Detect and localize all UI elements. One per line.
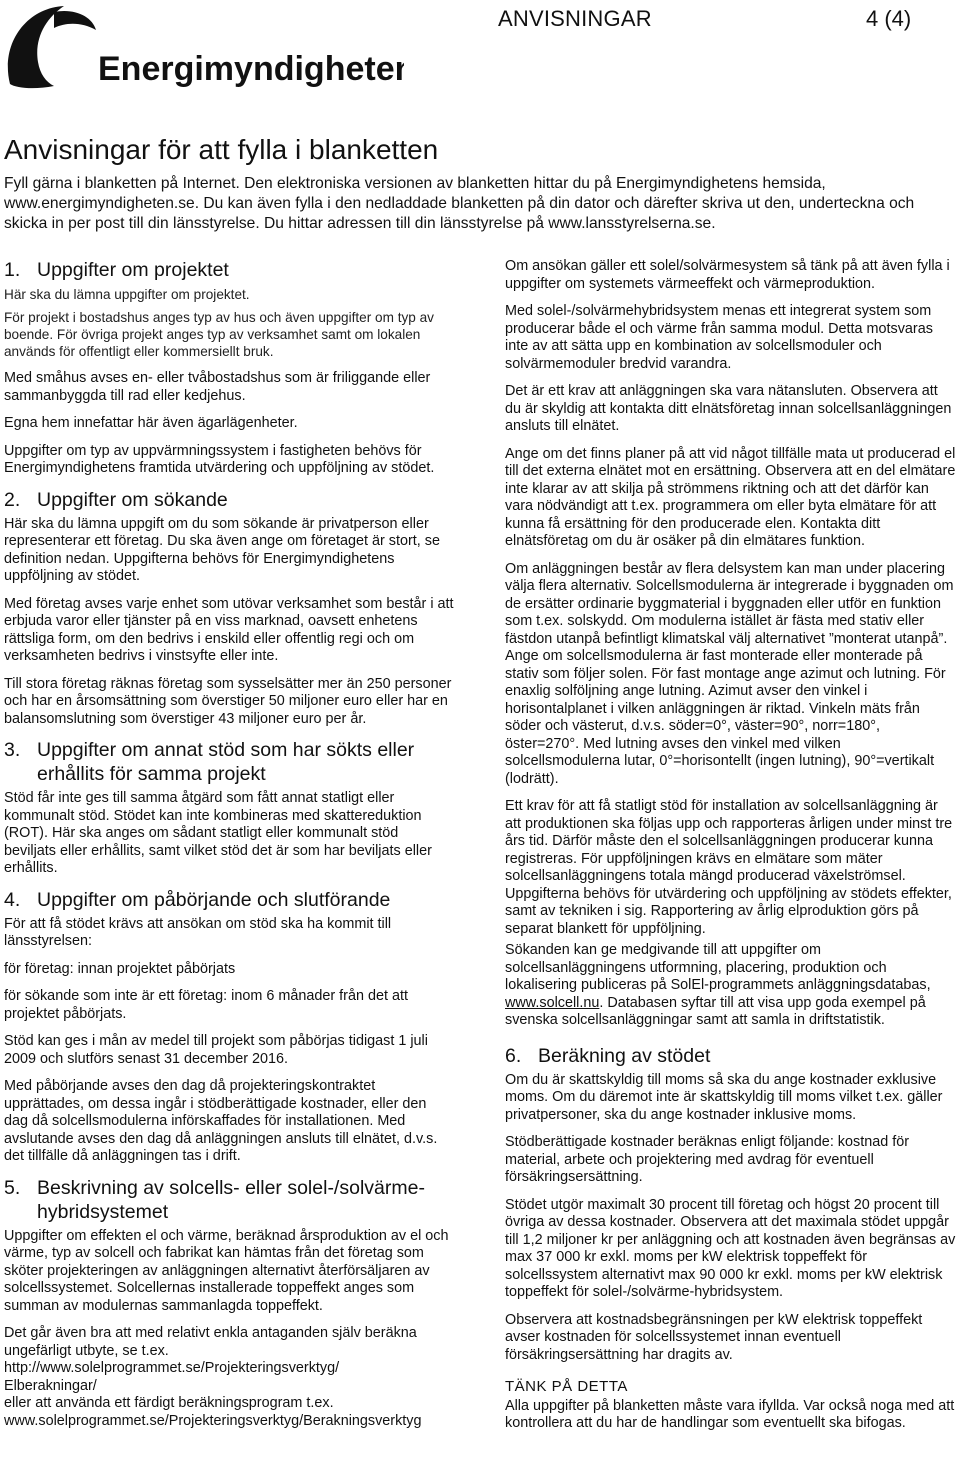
paragraph: Om du är skattskyldig till moms så ska du ange kostnader exklusive moms. Om du däremot inte är skattskyldig till moms vilket t.ex. gäller privatpersoner, ska du ange kostnader inklusive moms. bbox=[505, 1071, 943, 1123]
paragraph: Med småhus avses en- eller tvåbostadshus som är friliggande eller sammanbyggda till rad eller kedjehus. bbox=[4, 370, 431, 404]
solelprogrammet-link-1[interactable]: http://www.solelprogrammet.se/Projekteringsverktyg/ bbox=[4, 1360, 340, 1376]
paragraph: Med företag avses varje enhet som utövar verksamhet som består i att erbjuda varor eller tjänster på en viss marknad, oavsett enhetens rättsliga form, om den bedrivs i enskild eller offentlig regi och om verksamheten bedrivs i vinstsyfte eller inte. bbox=[4, 595, 454, 664]
section-6-heading bbox=[505, 1044, 957, 1068]
section-title: Beskrivning av solcells- eller solel-/solvärme-hybridsystemet bbox=[37, 1176, 425, 1223]
paragraph: Uppgifter om typ av uppvärmningssystem i fastigheten behövs för Energimyndighetens framtida utvärdering och uppföljning av stödet. bbox=[4, 442, 435, 476]
left-column bbox=[4, 258, 454, 1430]
section-title: Uppgifter om annat stöd som har sökts eller erhållits för samma projekt bbox=[37, 739, 415, 785]
section-2-heading bbox=[4, 488, 454, 512]
paragraph-text: . Databasen syftar till att visa upp goda exempel på svenska solcellsanläggningar samt att samla in driftstatistik. bbox=[505, 994, 926, 1028]
paragraph: Till stora företag räknas företag som sysselsätter mer än 250 personer och har en årsomsättning som överstiger 50 miljoner euro eller har en balansomslutning som överstiger 43 miljoner euro per år. bbox=[4, 675, 452, 727]
paragraph: eller att använda ett färdigt beräkningsprogram t.ex. bbox=[4, 1395, 334, 1411]
section-number: 4. bbox=[4, 888, 21, 911]
solcell-link[interactable]: www.solcell.nu bbox=[505, 994, 600, 1011]
energimyndigheten-logo bbox=[4, 4, 404, 94]
section-1-heading bbox=[4, 258, 454, 282]
paragraph: Med solel-/solvärmehybridsystem menas ett integrerat system som producerar både el och värme från samma modul. Detta motsvaras inte av att sätta upp en kombination av solcellsmoduler och solvärmemoduler bredvid varandra. bbox=[505, 303, 933, 372]
paragraph: Med påbörjande avses den dag då projekteringskontraktet upprättades, om dessa ingår i stödberättigade kostnader, eller den dag då solcellsmodulerna införskaffades för installationen. Med avslutande avses den dag då anläggningen ansluts till elnätet, d.v.s. det tillfälle då anläggningen tas i drift. bbox=[4, 1078, 438, 1164]
paragraph-text: Sökanden kan ge medgivande till att uppgifter om solcellsanläggningens utformning, placering, produktion och lokalisering publiceras på SolEl-programmets anläggningsdatabas, bbox=[505, 942, 931, 993]
section-4-heading bbox=[4, 888, 454, 912]
paragraph: Uppgifter om effekten el och värme, beräknad årsproduktion av el och värme, typ av solcell och fabrikat kan hämtas från det företag som sköter projekteringen av anläggningen alternativt återförsäljaren av solcellssystemet. Solcellernas installerade toppeffekt anges som summan av modulernas sammanlagda toppeffekt. bbox=[4, 1227, 449, 1314]
tank-pa-detta-heading: TÄNK PÅ DETTA bbox=[505, 1378, 628, 1395]
paragraph: Om anläggningen består av flera delsystem kan man under placering välja flera alternativ. Solcellsmodulerna är integrerade i byggnaden om de ersätter ordinarie byggmaterial i byggnaden eller utför en funktion som t.ex. solskydd. Om modulerna istället är fästa med stativ eller fästdon utanpå befintligt klimatskal välj alternativet ”monterat utanpå”. Ange om solcellsmodulerna är fast monterade eller monterade på stativ som följer solen. För fast montage ange azimut och lutning. För enaxlig solföljning ange lutning. Azimut avser den vinkel i horisontalplanet i vilken anläggningen är riktad. Vinkeln mäts från söder och västerut, d.v.s. söder=0°, väster=90°, norr=180°, öster=270°. Med lutning avses den vinkel med vilken solcellsmodulerna lutar, 0°=horisontellt (ingen lutning), 90°=vertikalt (lodrätt). bbox=[505, 560, 954, 787]
section-title: Beräkning av stödet bbox=[538, 1044, 711, 1067]
right-column bbox=[505, 258, 957, 1443]
paragraph: Observera att kostnadsbegränsningen per kW elektrisk toppeffekt avser kostnaden för solcellssystemet innan eventuell försäkringsersättning har dragits av. bbox=[505, 1311, 923, 1363]
paragraph: Alla uppgifter på blanketten måste vara ifyllda. Var också noga med att kontrollera att du har de handlingar som eventuellt ska bifogas. bbox=[505, 1397, 955, 1431]
section-number: 3. bbox=[4, 739, 21, 761]
paragraph: Stöd får inte ges till samma åtgärd som fått annat statligt eller kommunalt stöd. Stödet kan inte kombineras med skattereduktion (ROT). Här ska anges om sådant statligt eller kommunalt stöd beviljats eller erhållits, samt vilket stöd det är som har beviljats eller erhållits. bbox=[4, 790, 432, 876]
paragraph: Här ska du lämna uppgifter om projektet. bbox=[4, 287, 250, 302]
paragraph: Här ska du lämna uppgift om du som sökande är privatperson eller representerar ett företag. Du ska även ange om företaget är stort, se definition nedan. Uppgifterna behövs för Energimyndighetens uppföljning av stödet. bbox=[4, 515, 440, 584]
logo-text: Energimyndigheten bbox=[98, 50, 404, 88]
paragraph: Stöd kan ges i mån av medel till projekt som påbörjas tidigast 1 juli 2009 och slutförs senast 31 december 2016. bbox=[4, 1033, 428, 1067]
paragraph: Stödet utgör maximalt 30 procent till företag och högst 20 procent till övriga av dessa kostnader. Observera att det maximala stödet uppgår till 1,2 miljoner kr per anläggning och att kostnaden även begränsas av max 37 000 kr exkl. moms per kW elektrisk toppeffekt för solcellssystem alternativt max 90 000 kr exkl. moms per kW elektrisk toppeffekt för solel-/solvärme-hybridsystem. bbox=[505, 1196, 956, 1300]
paragraph: Egna hem innefattar här även ägarlägenheter. bbox=[4, 415, 298, 431]
paragraph: för sökande som inte är ett företag: inom 6 månader från det att projektet påbörjats. bbox=[4, 988, 408, 1022]
section-title: Uppgifter om projektet bbox=[37, 259, 229, 281]
logo-mark-icon bbox=[4, 4, 404, 94]
paragraph: Det är ett krav att anläggningen ska vara nätansluten. Observera att du är skyldig att kontakta ditt elnätsföretag innan solcellsanläggningen ansluts till elnätet. bbox=[505, 383, 952, 434]
intro-paragraph: Fyll gärna i blanketten på Internet. Den elektroniska versionen av blanketten hittar du på Energimyndighetens hemsida, www.energimyndigheten.se. Du kan även fylla i den nedladdade blanketten på din dator och därefter skriva ut den, underteckna och skicka in per post till din länsstyrelse. Du hittar adressen till din länsstyrelse på www.lansstyrelserna.se. bbox=[4, 175, 915, 232]
paragraph: För projekt i bostadshus anges typ av hus och även uppgifter om typ av boende. För övriga projekt anges typ av verksamhet samt om lokalen används för offentligt eller kommersiellt bruk. bbox=[4, 310, 434, 359]
paragraph: Ange om det finns planer på att vid något tillfälle mata ut producerad el till det externa elnätet mot en ersättning. Observera att en del elmätare inte klarar av att skilja på strömmens riktning och att det därför kan vara nödvändigt att t.ex. programmera om eller byta elmätare för att kunna få ersättning för den producerade elen. Kontakta ditt elnätsföretag om du är osäker på din elmätares funktion. bbox=[505, 445, 956, 549]
paragraph: Om ansökan gäller ett solel/solvärmesystem så tänk på att även fylla i uppgifter om systemets värmeeffekt och värmeproduktion. bbox=[505, 258, 950, 292]
section-5-heading bbox=[4, 1176, 454, 1224]
document-title: Anvisningar för att fylla i blanketten bbox=[4, 134, 439, 165]
header-title: ANVISNINGAR bbox=[498, 6, 652, 31]
section-number: 2. bbox=[4, 488, 21, 511]
paragraph: Ett krav för att få statligt stöd för installation av solcellsanläggning är att produktionen ska följas upp och rapporteras årligen under minst tre års tid. Därför måste den el solcellsanläggningen producerar kunna registreras. För uppföljningen krävs en elmätare som mäter solcellsanläggningens totala mängd producerad växelströmsel. Uppgifterna behövs för utvärdering och uppföljning av stödets effekter, samt av tekniken i sig. Rapportering av årlig elproduktion görs på separat blankett för uppföljning. bbox=[505, 798, 953, 937]
paragraph: Stödberättigade kostnader beräknas enligt följande: kostnad för material, arbete och projektering med avdrag för eventuell försäkringsersättning. bbox=[505, 1134, 910, 1185]
paragraph: För att få stödet krävs att ansökan om stöd ska ha kommit till länsstyrelsen: bbox=[4, 915, 392, 949]
section-3-heading bbox=[4, 738, 454, 786]
page-number: 4 (4) bbox=[866, 6, 912, 31]
paragraph: Det går även bra att med relativt enkla antaganden själv beräkna ungefärligt utbyte, se t.ex. bbox=[4, 1325, 417, 1359]
solelprogrammet-link-2[interactable]: www.solelprogrammet.se/Projekteringsverktyg/Berakningsverktyg bbox=[4, 1412, 422, 1429]
section-title: Uppgifter om påbörjande och slutförande bbox=[37, 888, 391, 911]
paragraph: för företag: innan projektet påbörjats bbox=[4, 960, 236, 977]
section-number: 5. bbox=[4, 1176, 21, 1199]
section-title: Uppgifter om sökande bbox=[37, 488, 228, 511]
paragraph bbox=[505, 942, 957, 1030]
solelprogrammet-link-1-cont[interactable]: Elberakningar/ bbox=[4, 1377, 97, 1394]
section-number: 1. bbox=[4, 259, 21, 281]
section-number: 6. bbox=[505, 1044, 522, 1067]
